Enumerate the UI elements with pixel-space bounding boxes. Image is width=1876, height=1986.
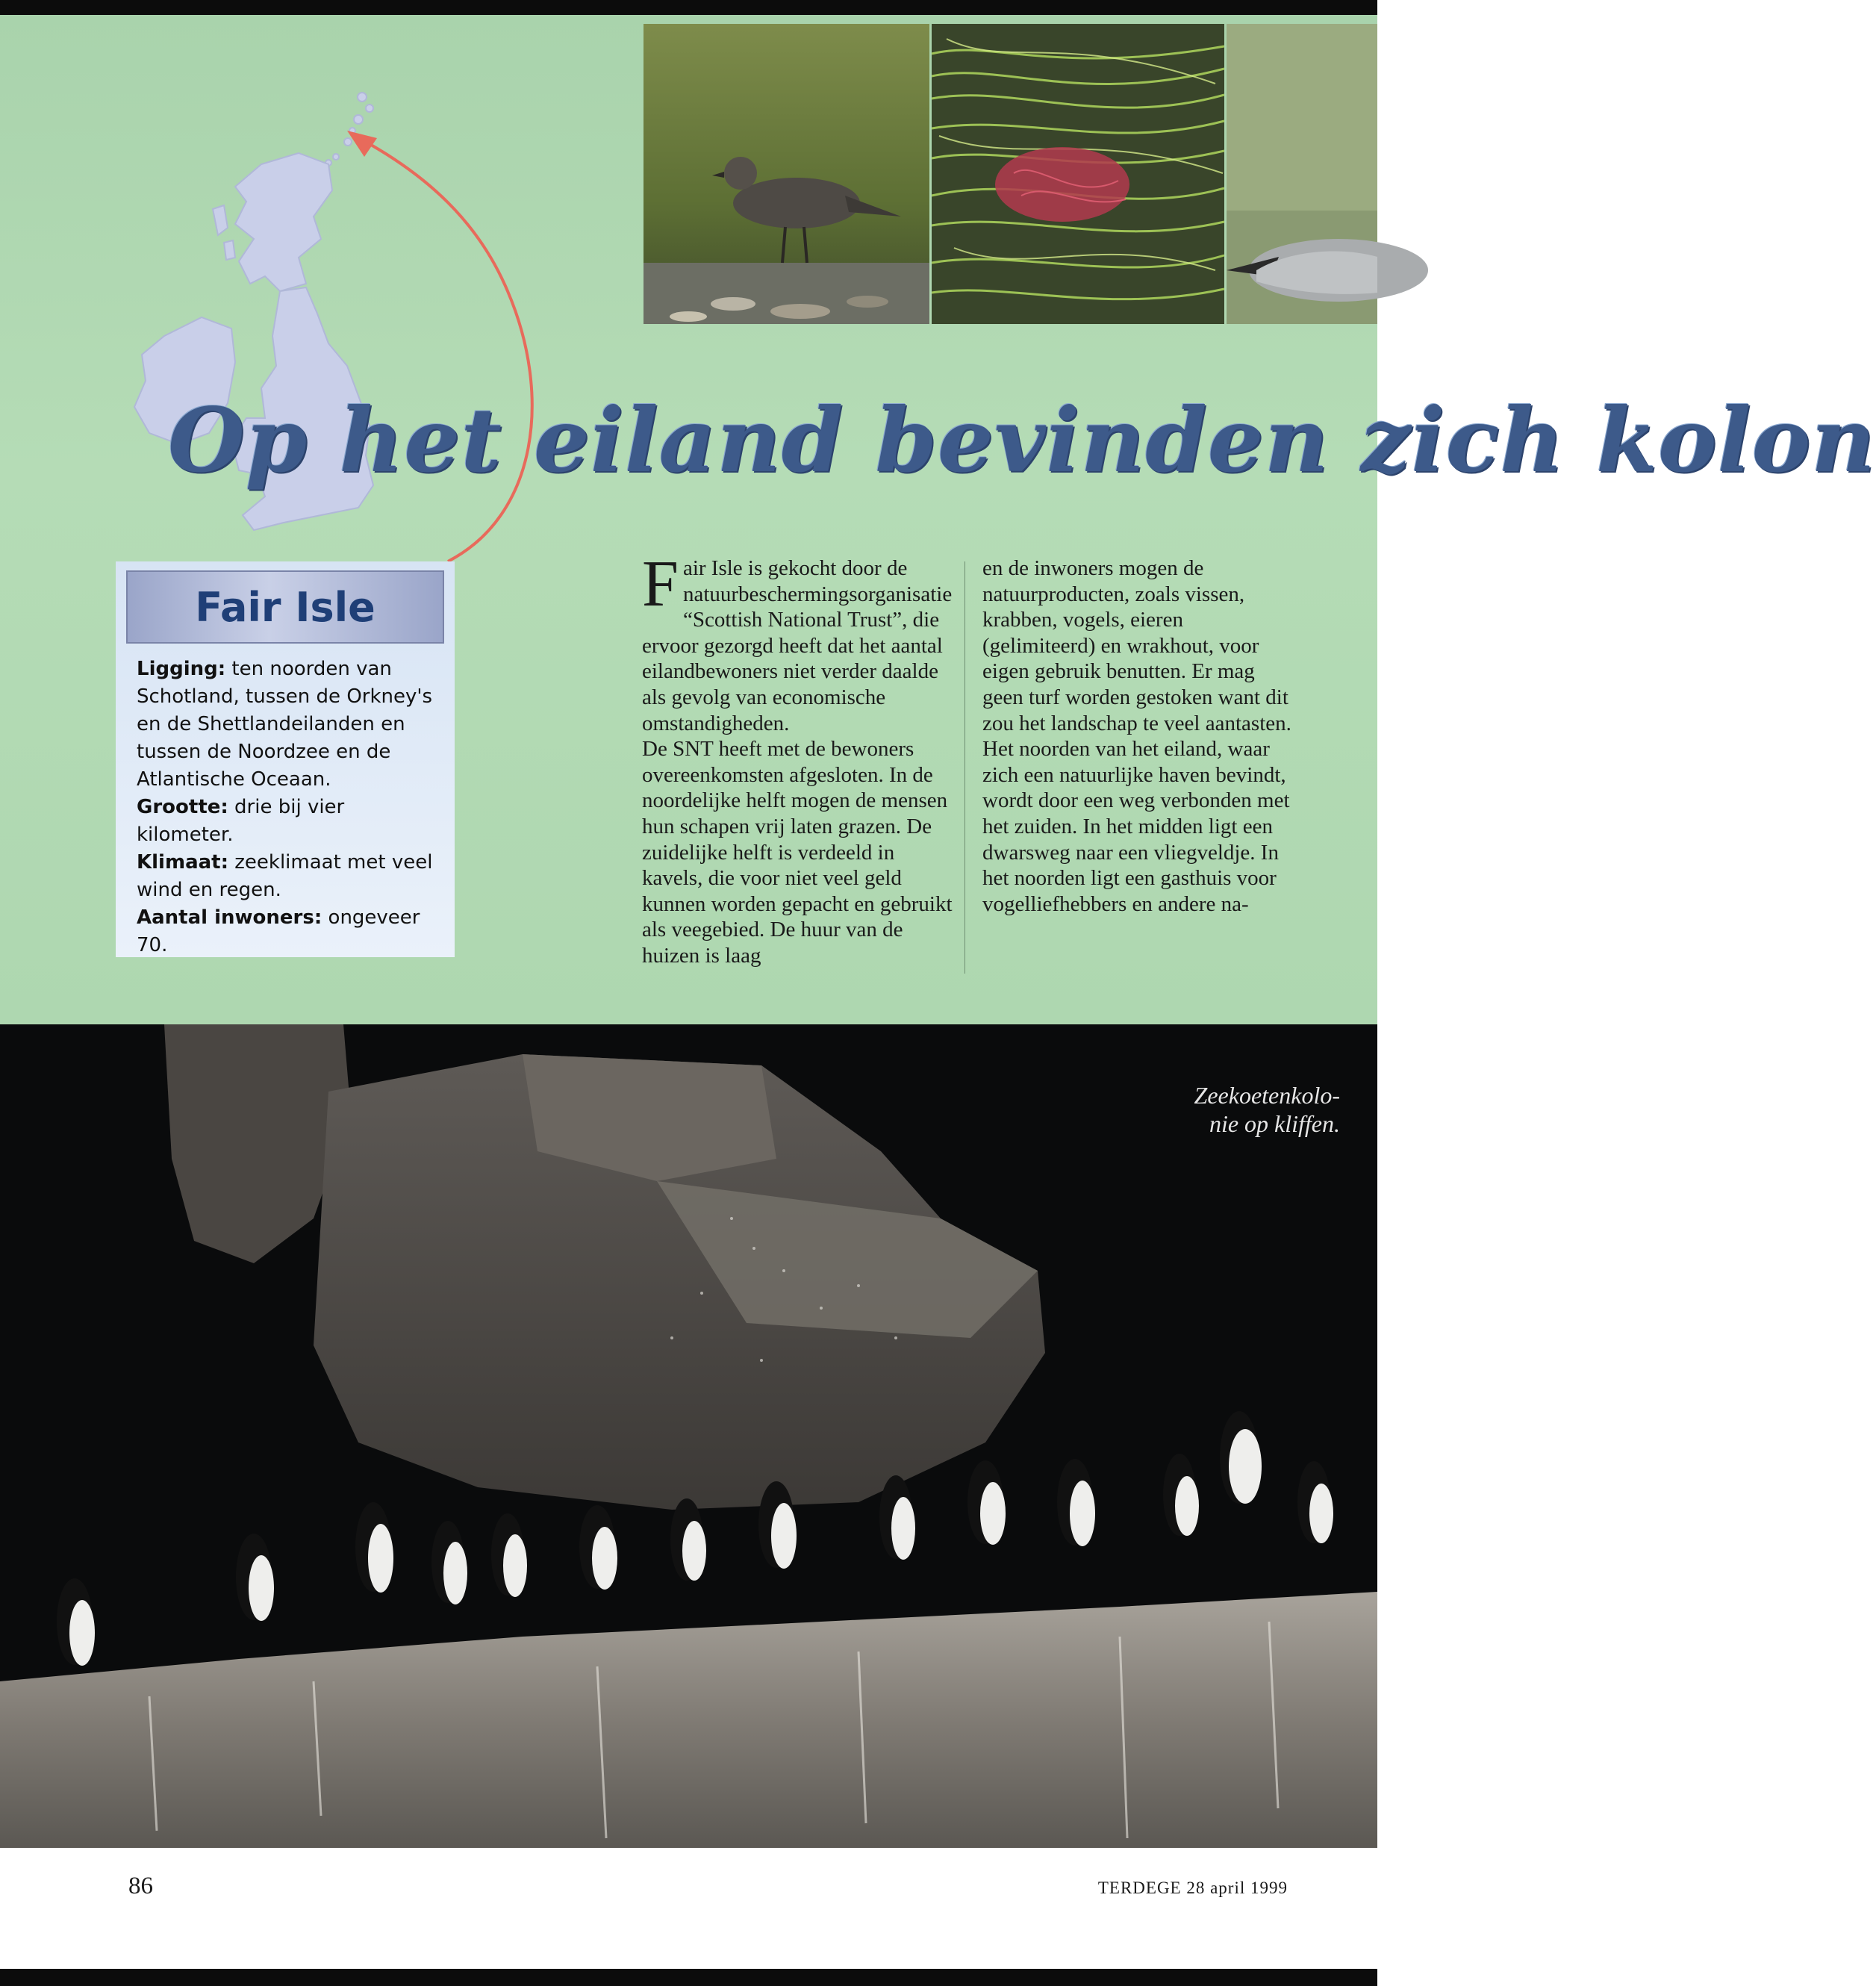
infobox-title-bar	[126, 570, 444, 644]
infobox-ligging	[137, 656, 438, 794]
page-number: 86	[128, 1873, 153, 1899]
photo-tern-bird	[1227, 24, 1377, 324]
col1-paragraph-2: De SNT heeft met de bewoners overeenkomsten afgesloten. In de noordelijke helft mogen de mensen hun schapen vrij laten grazen. De zuidelijke helft is verdeeld in kavels, die voor niet veel geld kunnen worden gepacht en gebruikt als veegebied. De huur van de huizen is laag	[642, 737, 953, 968]
photo-sea-grass	[932, 24, 1224, 324]
page-footer	[0, 1848, 1377, 1971]
photo-guillemot-colony	[0, 1024, 1377, 1848]
infobox-inwoners	[137, 904, 438, 959]
photo-caption	[1086, 1081, 1340, 1138]
caption-line-2: nie op kliffen.	[1209, 1110, 1340, 1137]
bottom-border	[0, 1969, 1377, 1986]
article-column-2	[982, 555, 1292, 917]
caption-line-1: Zeekoetenkolo-	[1194, 1082, 1340, 1109]
fair-isle-infobox	[116, 561, 455, 957]
infobox-klimaat	[137, 849, 438, 904]
col2-paragraph-1: en de inwoners mogen de natuurproducten, zoals vissen, krabben, vogels, eieren (gelimiteerd) en wrakhout, voor eigen gebruik benutten. Er mag geen turf worden gestoken want dit zou het landschap te veel aantasten.	[982, 556, 1291, 735]
inwoners-label: Aantal inwoners:	[137, 906, 322, 929]
ligging-label: Ligging:	[137, 658, 226, 680]
grootte-label: Grootte:	[137, 796, 228, 818]
publication-info: TERDEGE 28 april 1999	[1097, 1878, 1288, 1897]
grootte-value: drie bij vier kilometer.	[137, 796, 345, 846]
col2-paragraph-2: Het noorden van het eiland, waar zich een natuurlijke haven bevindt, wordt door een weg verbonden met het zuiden. In het midden ligt een dwarsweg naar een vliegveldje. In het noorden ligt een gasthuis voor vogelliefhebbers en andere na-	[982, 737, 1290, 916]
headline: Op het eiland bevinden zich kolon	[168, 388, 1876, 492]
uk-map-illustration	[75, 67, 612, 635]
article-column-1	[642, 548, 954, 969]
top-border	[0, 0, 1377, 15]
col1-p1-text: air Isle is gekocht door de natuurbeschermingsorganisatie “Scottish National Trust”, die ervoor gezorgd heeft dat het aantal eilandbewoners niet verder daalde als gevolg van economische omstandigheden.	[642, 556, 953, 735]
ligging-value: ten noorden van Schotland, tussen de Orkney's en de Shettlandeilanden en tussen de Noordzee en de Atlantische Oceaan.	[137, 658, 433, 791]
drop-cap: F	[642, 548, 679, 620]
photo-skua-bird	[643, 24, 929, 324]
infobox-body	[126, 644, 444, 959]
klimaat-value: zeeklimaat met veel wind en regen.	[137, 851, 433, 901]
inwoners-value: ongeveer 70.	[137, 906, 420, 956]
infobox-grootte	[137, 794, 438, 849]
col1-paragraph-1	[642, 548, 954, 736]
klimaat-label: Klimaat:	[137, 851, 228, 874]
infobox-title: Fair Isle	[195, 583, 375, 631]
